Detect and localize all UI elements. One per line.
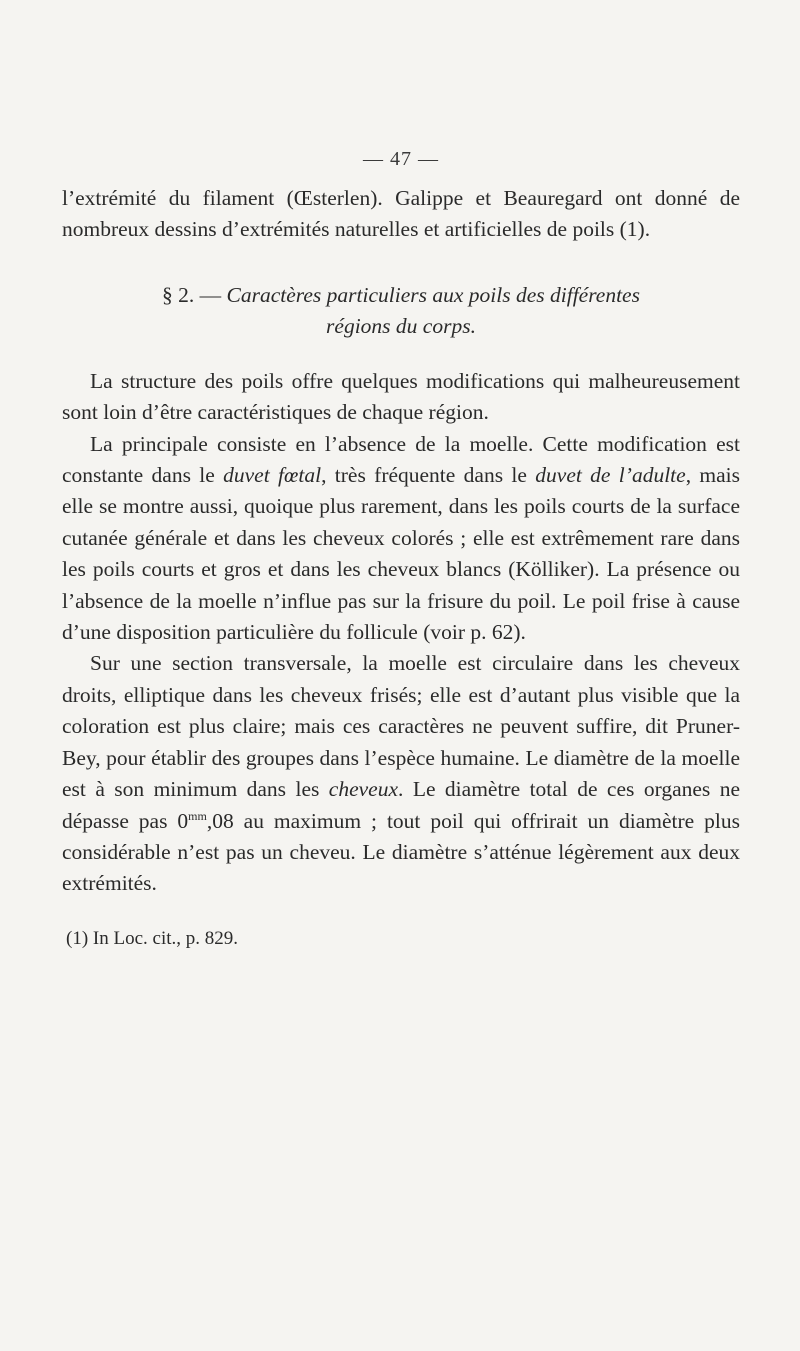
section-title-line1: Caractères particuliers aux poils des différentes (226, 282, 640, 307)
section-heading (62, 280, 740, 342)
unit-superscript: mm (188, 808, 207, 823)
section-number: § 2. — (162, 282, 222, 307)
paragraph-moelle-text-a: La principale consiste en l’absence de la moelle. Cette modification est constante dans le (62, 431, 740, 488)
paragraph-moelle-italic-b: duvet fœtal (223, 463, 322, 488)
paragraph-moelle-text-e: , mais elle se montre aussi, quoique plus rarement, dans les poils courts de la surface cutanée générale et dans les cheveux colorés ; elle est extrêmement rare dans les poils courts et gros et dans les cheveux blancs (Kölliker). La présence ou l’absence de la moelle n’influe pas sur la frisure du poil. Le poil frise à cause d’une disposition particulière du follicule (voir p. 62). (62, 463, 741, 645)
paragraph-structure: La structure des poils offre quelques modifications qui malheureusement sont loin d’être caractéristiques de chaque région. (62, 368, 740, 425)
paragraph-section-italic-b: cheveux (328, 777, 399, 802)
footnote: (1) In Loc. cit., p. 829. (66, 927, 239, 949)
paragraph-moelle-italic-d: duvet de l’adulte (535, 463, 686, 488)
book-page (62, 148, 740, 952)
page-number: — 47 — (363, 148, 439, 170)
paragraph-section (62, 648, 740, 899)
paragraph-moelle-text-c: , très fréquente dans le (321, 463, 536, 488)
section-title-line2: régions du corps. (326, 313, 476, 338)
paragraph-section-text-c: . Le diamètre total de ces organes ne dépasse pas 0 (62, 777, 741, 833)
intro-paragraph: l’extrémité du filament (Œsterlen). Galippe et Beauregard ont donné de nombreux dessins d’extrémités naturelles et artificielles de poils (1). (62, 186, 740, 242)
paragraph-moelle (62, 429, 740, 649)
paragraph-section-text-a: Sur une section transversale, la moelle est circulaire dans les cheveux droits, elliptique dans les cheveux frisés; elle est d’autant plus visible que la coloration est plus claire; mais ces caractères ne peuvent suffire, dit Pruner-Bey, pour établir des groupes dans l’espèce humaine. Le diamètre de la moelle est à son minimum dans les (62, 651, 740, 802)
paragraph-section-text-d: ,08 au maximum ; tout poil qui offrirait un diamètre plus considérable n’est pas un cheveu. Le diamètre s’atténue légèrement aux deux extrémités. (62, 808, 740, 896)
